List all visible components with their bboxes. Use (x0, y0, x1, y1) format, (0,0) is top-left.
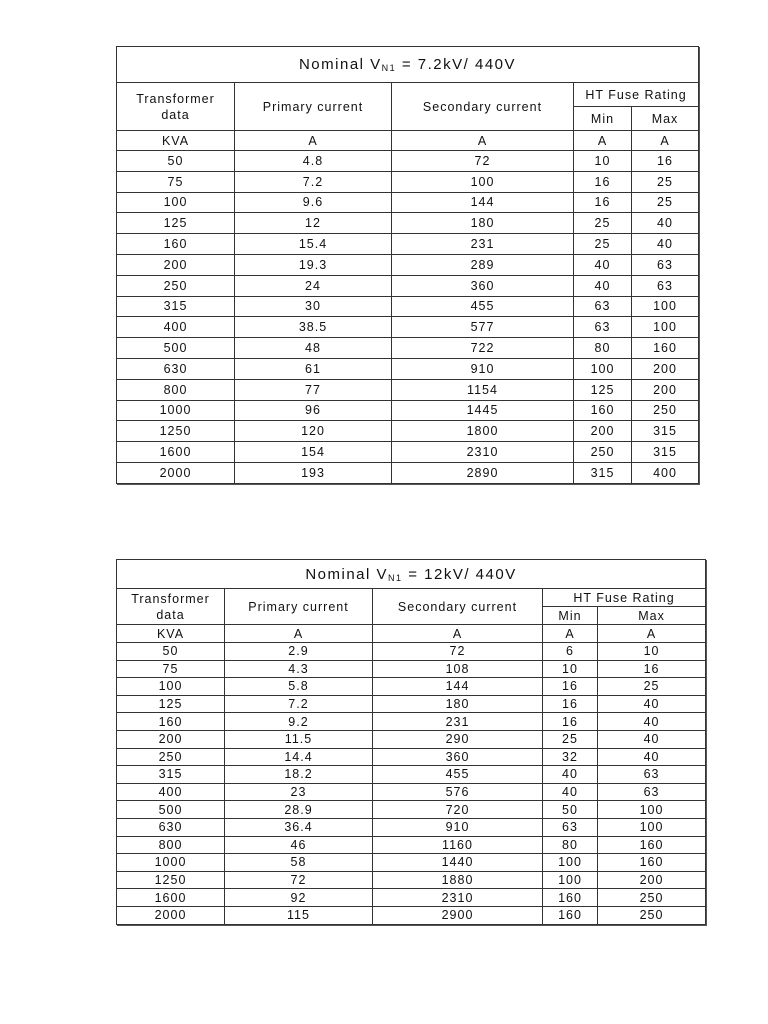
table-cell: 63 (632, 275, 699, 296)
table-cell: 100 (117, 192, 235, 213)
header-transformer-data: Transformer data (117, 83, 235, 131)
table-cell: 154 (235, 442, 392, 463)
table-row (117, 213, 699, 234)
table-cell: 46 (225, 836, 373, 854)
table-cell: 1880 (373, 871, 543, 889)
table-cell: 125 (117, 695, 225, 713)
table-cell: 2.9 (225, 643, 373, 661)
table-cell: 40 (598, 748, 706, 766)
table-cell: 400 (117, 783, 225, 801)
table-cell: 5.8 (225, 678, 373, 696)
table-cell: 455 (392, 296, 574, 317)
table-cell: 96 (235, 400, 392, 421)
unit-cell: A (632, 131, 699, 151)
table-cell: 2310 (392, 442, 574, 463)
table-cell: 400 (632, 462, 699, 483)
table-cell: 1800 (392, 421, 574, 442)
table-cell: 193 (235, 462, 392, 483)
table-title: Nominal $V_{N1} = 7.2kV/$ 440V (117, 47, 699, 83)
table-title: Nominal $V_{N1} = 12kV/$ 440V (117, 560, 706, 589)
table-cell: 24 (235, 275, 392, 296)
table-cell: 19.3 (235, 254, 392, 275)
unit-cell: A (598, 625, 706, 643)
table-cell: 63 (543, 818, 598, 836)
table-row (117, 171, 699, 192)
table-cell: 160 (543, 889, 598, 907)
table-cell: 200 (632, 379, 699, 400)
table-row (117, 421, 699, 442)
table-cell: 2000 (117, 462, 235, 483)
header-transformer-data: Transformer data (117, 589, 225, 625)
table-row (117, 192, 699, 213)
table-cell: 722 (392, 338, 574, 359)
units-row (117, 625, 706, 643)
table-cell: 1445 (392, 400, 574, 421)
table-cell: 100 (117, 678, 225, 696)
table-cell: 100 (574, 358, 632, 379)
table-row (117, 234, 699, 255)
table-cell: 100 (598, 801, 706, 819)
table-cell: 63 (598, 783, 706, 801)
table-cell: 2900 (373, 906, 543, 924)
table-cell: 40 (574, 254, 632, 275)
table-cell: 250 (598, 889, 706, 907)
table-cell: 200 (117, 254, 235, 275)
table-cell: 100 (543, 854, 598, 872)
table-cell: 100 (598, 818, 706, 836)
table-cell: 250 (574, 442, 632, 463)
table-cell: 30 (235, 296, 392, 317)
table-cell: 250 (117, 275, 235, 296)
table-cell: 1600 (117, 442, 235, 463)
transformer-table-7-2kv (116, 46, 699, 484)
table-cell: 16 (598, 660, 706, 678)
table-cell: 289 (392, 254, 574, 275)
table-cell: 400 (117, 317, 235, 338)
header-max: Max (632, 107, 699, 131)
table-cell: 16 (632, 151, 699, 172)
table-cell: 910 (392, 358, 574, 379)
table-cell: 61 (235, 358, 392, 379)
transformer-table-12kv (116, 559, 706, 925)
table-cell: 800 (117, 836, 225, 854)
table-cell: 16 (543, 695, 598, 713)
table-cell: 1250 (117, 871, 225, 889)
table-row (117, 400, 699, 421)
table-cell: 40 (598, 695, 706, 713)
table-cell: 75 (117, 660, 225, 678)
table-row (117, 766, 706, 784)
table-cell: 1000 (117, 854, 225, 872)
table-row (117, 836, 706, 854)
table-row (117, 338, 699, 359)
table-cell: 16 (574, 192, 632, 213)
table-row (117, 275, 699, 296)
table-row (117, 818, 706, 836)
table-cell: 7.2 (235, 171, 392, 192)
table-cell: 40 (632, 213, 699, 234)
table-cell: 4.3 (225, 660, 373, 678)
table-cell: 48 (235, 338, 392, 359)
table-row (117, 678, 706, 696)
table-cell: 92 (225, 889, 373, 907)
table-cell: 25 (574, 213, 632, 234)
table-cell: 500 (117, 338, 235, 359)
table-cell: 160 (632, 338, 699, 359)
table-row (117, 871, 706, 889)
unit-cell: A (373, 625, 543, 643)
table-cell: 360 (392, 275, 574, 296)
table-row (117, 254, 699, 275)
table-cell: 4.8 (235, 151, 392, 172)
table-cell: 25 (632, 171, 699, 192)
table-cell: 315 (117, 766, 225, 784)
table-cell: 25 (543, 730, 598, 748)
table-cell: 315 (632, 442, 699, 463)
table-cell: 455 (373, 766, 543, 784)
table-row (117, 462, 699, 483)
header-min: Min (543, 607, 598, 625)
table-cell: 630 (117, 358, 235, 379)
table-row (117, 889, 706, 907)
unit-cell: A (574, 131, 632, 151)
table-cell: 63 (574, 317, 632, 338)
units-row (117, 131, 699, 151)
table-cell: 100 (543, 871, 598, 889)
table-cell: 160 (543, 906, 598, 924)
table-cell: 160 (598, 836, 706, 854)
table-row (117, 783, 706, 801)
table-cell: 160 (574, 400, 632, 421)
header-ht-fuse-rating: HT Fuse Rating (543, 589, 706, 607)
table-cell: 7.2 (225, 695, 373, 713)
table-cell: 125 (117, 213, 235, 234)
table-cell: 108 (373, 660, 543, 678)
table-cell: 50 (117, 151, 235, 172)
table-cell: 18.2 (225, 766, 373, 784)
table-cell: 14.4 (225, 748, 373, 766)
table-cell: 200 (632, 358, 699, 379)
table-cell: 160 (117, 234, 235, 255)
table-cell: 1440 (373, 854, 543, 872)
table-cell: 28.9 (225, 801, 373, 819)
table-cell: 144 (392, 192, 574, 213)
table-row (117, 317, 699, 338)
table-row (117, 151, 699, 172)
table-cell: 10 (574, 151, 632, 172)
table-cell: 38.5 (235, 317, 392, 338)
header-secondary-current: Secondary current (373, 589, 543, 625)
table-cell: 10 (543, 660, 598, 678)
table-cell: 16 (543, 713, 598, 731)
table-cell: 40 (574, 275, 632, 296)
table-cell: 120 (235, 421, 392, 442)
table-cell: 630 (117, 818, 225, 836)
table-row (117, 695, 706, 713)
table-cell: 200 (117, 730, 225, 748)
table-cell: 25 (598, 678, 706, 696)
table-cell: 16 (574, 171, 632, 192)
table-cell: 63 (574, 296, 632, 317)
table-cell: 25 (574, 234, 632, 255)
table-cell: 250 (117, 748, 225, 766)
table-cell: 1000 (117, 400, 235, 421)
table-cell: 50 (543, 801, 598, 819)
table-row (117, 358, 699, 379)
table-cell: 40 (598, 713, 706, 731)
table-cell: 50 (117, 643, 225, 661)
header-ht-fuse-rating: HT Fuse Rating (574, 83, 699, 107)
table-cell: 910 (373, 818, 543, 836)
table-cell: 72 (373, 643, 543, 661)
table-row (117, 442, 699, 463)
unit-cell: A (543, 625, 598, 643)
table-row (117, 748, 706, 766)
table-cell: 58 (225, 854, 373, 872)
table-cell: 16 (543, 678, 598, 696)
table-cell: 32 (543, 748, 598, 766)
table-cell: 315 (117, 296, 235, 317)
table-row (117, 660, 706, 678)
table-cell: 180 (373, 695, 543, 713)
table-cell: 100 (392, 171, 574, 192)
table-cell: 2000 (117, 906, 225, 924)
table-cell: 290 (373, 730, 543, 748)
table-row (117, 854, 706, 872)
table-cell: 315 (574, 462, 632, 483)
table-cell: 577 (392, 317, 574, 338)
table-cell: 40 (543, 766, 598, 784)
table-cell: 40 (598, 730, 706, 748)
table-cell: 36.4 (225, 818, 373, 836)
table-cell: 100 (632, 296, 699, 317)
table-row (117, 713, 706, 731)
table-cell: 160 (598, 854, 706, 872)
table-cell: 576 (373, 783, 543, 801)
unit-cell: A (392, 131, 574, 151)
header-secondary-current: Secondary current (392, 83, 574, 131)
table-cell: 800 (117, 379, 235, 400)
table-cell: 23 (225, 783, 373, 801)
table-cell: 25 (632, 192, 699, 213)
table-cell: 80 (574, 338, 632, 359)
table-cell: 1250 (117, 421, 235, 442)
table-cell: 180 (392, 213, 574, 234)
header-primary-current: Primary current (225, 589, 373, 625)
table-cell: 63 (632, 254, 699, 275)
unit-cell: A (235, 131, 392, 151)
table-cell: 115 (225, 906, 373, 924)
table-cell: 231 (373, 713, 543, 731)
table-cell: 1154 (392, 379, 574, 400)
table-cell: 720 (373, 801, 543, 819)
table-cell: 100 (632, 317, 699, 338)
table-cell: 200 (598, 871, 706, 889)
table-cell: 72 (392, 151, 574, 172)
table-cell: 2310 (373, 889, 543, 907)
table-cell: 1160 (373, 836, 543, 854)
table-row (117, 296, 699, 317)
table-cell: 77 (235, 379, 392, 400)
table-cell: 360 (373, 748, 543, 766)
table-row (117, 379, 699, 400)
table-cell: 63 (598, 766, 706, 784)
table-cell: 40 (543, 783, 598, 801)
table-cell: 11.5 (225, 730, 373, 748)
table-cell: 500 (117, 801, 225, 819)
table-cell: 80 (543, 836, 598, 854)
table-cell: 10 (598, 643, 706, 661)
table-row (117, 730, 706, 748)
table-cell: 2890 (392, 462, 574, 483)
table-cell: 250 (598, 906, 706, 924)
table-cell: 40 (632, 234, 699, 255)
table-cell: 250 (632, 400, 699, 421)
unit-cell: KVA (117, 625, 225, 643)
table-row (117, 906, 706, 924)
table-row (117, 801, 706, 819)
table-cell: 144 (373, 678, 543, 696)
table-cell: 160 (117, 713, 225, 731)
table-cell: 72 (225, 871, 373, 889)
header-max: Max (598, 607, 706, 625)
table-cell: 200 (574, 421, 632, 442)
table-cell: 231 (392, 234, 574, 255)
table-cell: 1600 (117, 889, 225, 907)
table-cell: 75 (117, 171, 235, 192)
table-cell: 315 (632, 421, 699, 442)
header-min: Min (574, 107, 632, 131)
unit-cell: A (225, 625, 373, 643)
header-primary-current: Primary current (235, 83, 392, 131)
unit-cell: KVA (117, 131, 235, 151)
table-cell: 125 (574, 379, 632, 400)
table-cell: 15.4 (235, 234, 392, 255)
table-cell: 9.2 (225, 713, 373, 731)
table-cell: 12 (235, 213, 392, 234)
table-cell: 6 (543, 643, 598, 661)
table-row (117, 643, 706, 661)
table-cell: 9.6 (235, 192, 392, 213)
